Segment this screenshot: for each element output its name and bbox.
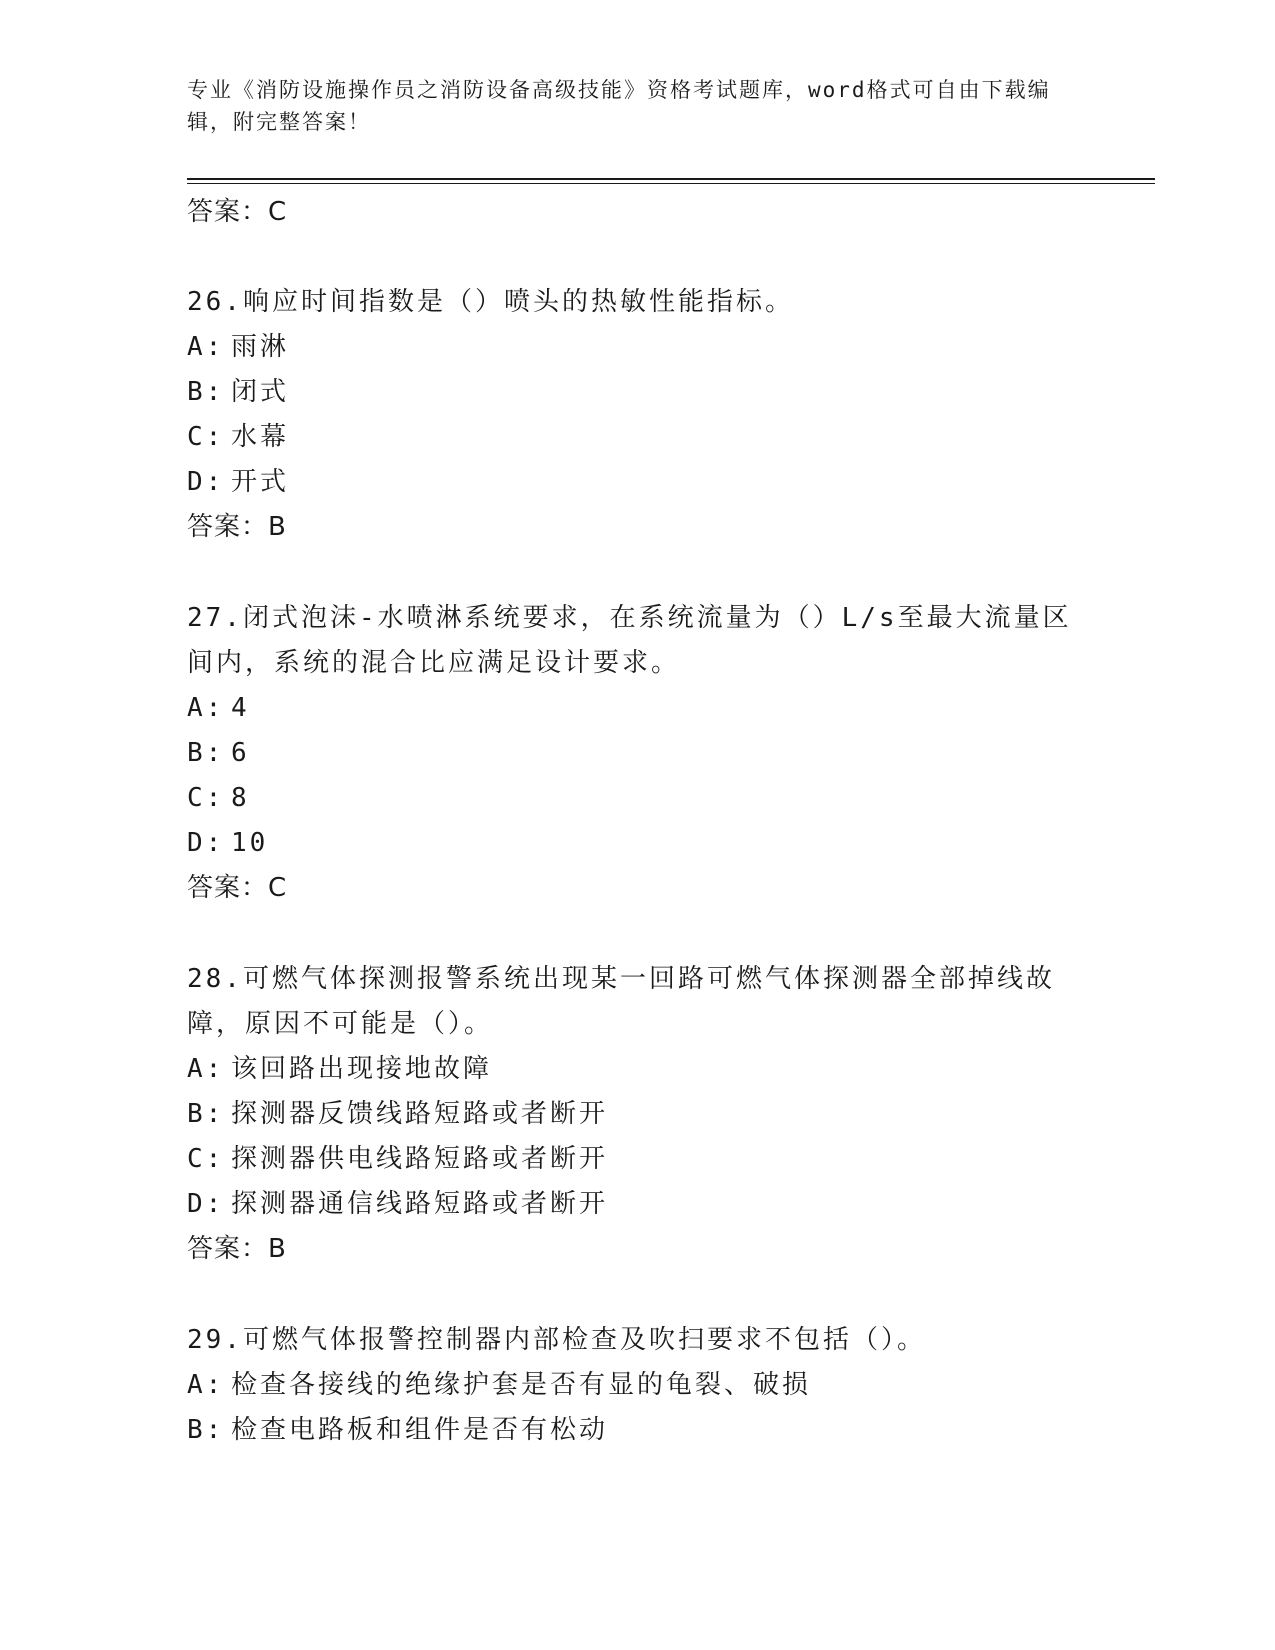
option-text: 探测器供电线路短路或者断开	[231, 1144, 609, 1174]
option-text: 4	[231, 693, 250, 723]
previous-answer: 答案：C	[187, 197, 288, 227]
option-b	[187, 370, 1087, 415]
question-stem: 27.闭式泡沫-水喷淋系统要求，在系统流量为（）L/s至最大流量区间内，系统的混合比应满足设计要求。	[187, 603, 1072, 678]
question-stem: 29.可燃气体报警控制器内部检查及吹扫要求不包括（）。	[187, 1325, 926, 1355]
option-text: 水幕	[231, 422, 290, 452]
header-rule-thin	[187, 183, 1155, 184]
question-27	[187, 596, 1087, 911]
option-text: 开式	[231, 467, 290, 497]
option-text: 8	[231, 783, 250, 813]
option-key: A:	[187, 332, 225, 362]
option-b	[187, 1408, 1087, 1453]
option-text: 该回路出现接地故障	[231, 1054, 493, 1084]
option-key: C:	[187, 422, 225, 452]
option-text: 探测器通信线路短路或者断开	[231, 1189, 609, 1219]
option-text: 检查各接线的绝缘护套是否有显的龟裂、破损	[231, 1370, 812, 1400]
header-rule	[187, 178, 1155, 180]
question-26	[187, 280, 1087, 550]
option-d	[187, 1182, 1087, 1227]
question-list	[187, 190, 1087, 1453]
option-key: A:	[187, 1054, 225, 1084]
option-key: B:	[187, 1099, 225, 1129]
option-d	[187, 460, 1087, 505]
option-key: A:	[187, 1370, 225, 1400]
question-stem: 28.可燃气体探测报警系统出现某一回路可燃气体探测器全部掉线故障，原因不可能是（）。	[187, 964, 1055, 1039]
answer: 答案：B	[187, 1234, 287, 1264]
option-text: 探测器反馈线路短路或者断开	[231, 1099, 609, 1129]
option-b	[187, 1092, 1087, 1137]
option-d	[187, 821, 1087, 866]
option-c	[187, 776, 1087, 821]
option-a	[187, 1047, 1087, 1092]
option-key: B:	[187, 377, 225, 407]
option-key: B:	[187, 738, 225, 768]
option-key: C:	[187, 1144, 225, 1174]
page-header: 专业《消防设施操作员之消防设备高级技能》资格考试题库，word格式可自由下载编辑，附完整答案！	[187, 78, 1051, 134]
option-text: 闭式	[231, 377, 290, 407]
option-key: B:	[187, 1415, 225, 1445]
answer: 答案：C	[187, 873, 288, 903]
option-a	[187, 325, 1087, 370]
option-c	[187, 1137, 1087, 1182]
question-28	[187, 957, 1087, 1272]
option-key: C:	[187, 783, 225, 813]
option-text: 6	[231, 738, 250, 768]
option-key: A:	[187, 693, 225, 723]
option-text: 雨淋	[231, 332, 290, 362]
option-key: D:	[187, 828, 225, 858]
option-text: 检查电路板和组件是否有松动	[231, 1415, 609, 1445]
answer: 答案：B	[187, 512, 287, 542]
question-stem: 26.响应时间指数是（）喷头的热敏性能指标。	[187, 287, 794, 317]
option-a	[187, 1363, 1087, 1408]
option-text: 10	[231, 828, 269, 858]
option-key: D:	[187, 1189, 225, 1219]
question-29	[187, 1318, 1087, 1453]
option-b	[187, 731, 1087, 776]
option-key: D:	[187, 467, 225, 497]
option-c	[187, 415, 1087, 460]
option-a	[187, 686, 1087, 731]
